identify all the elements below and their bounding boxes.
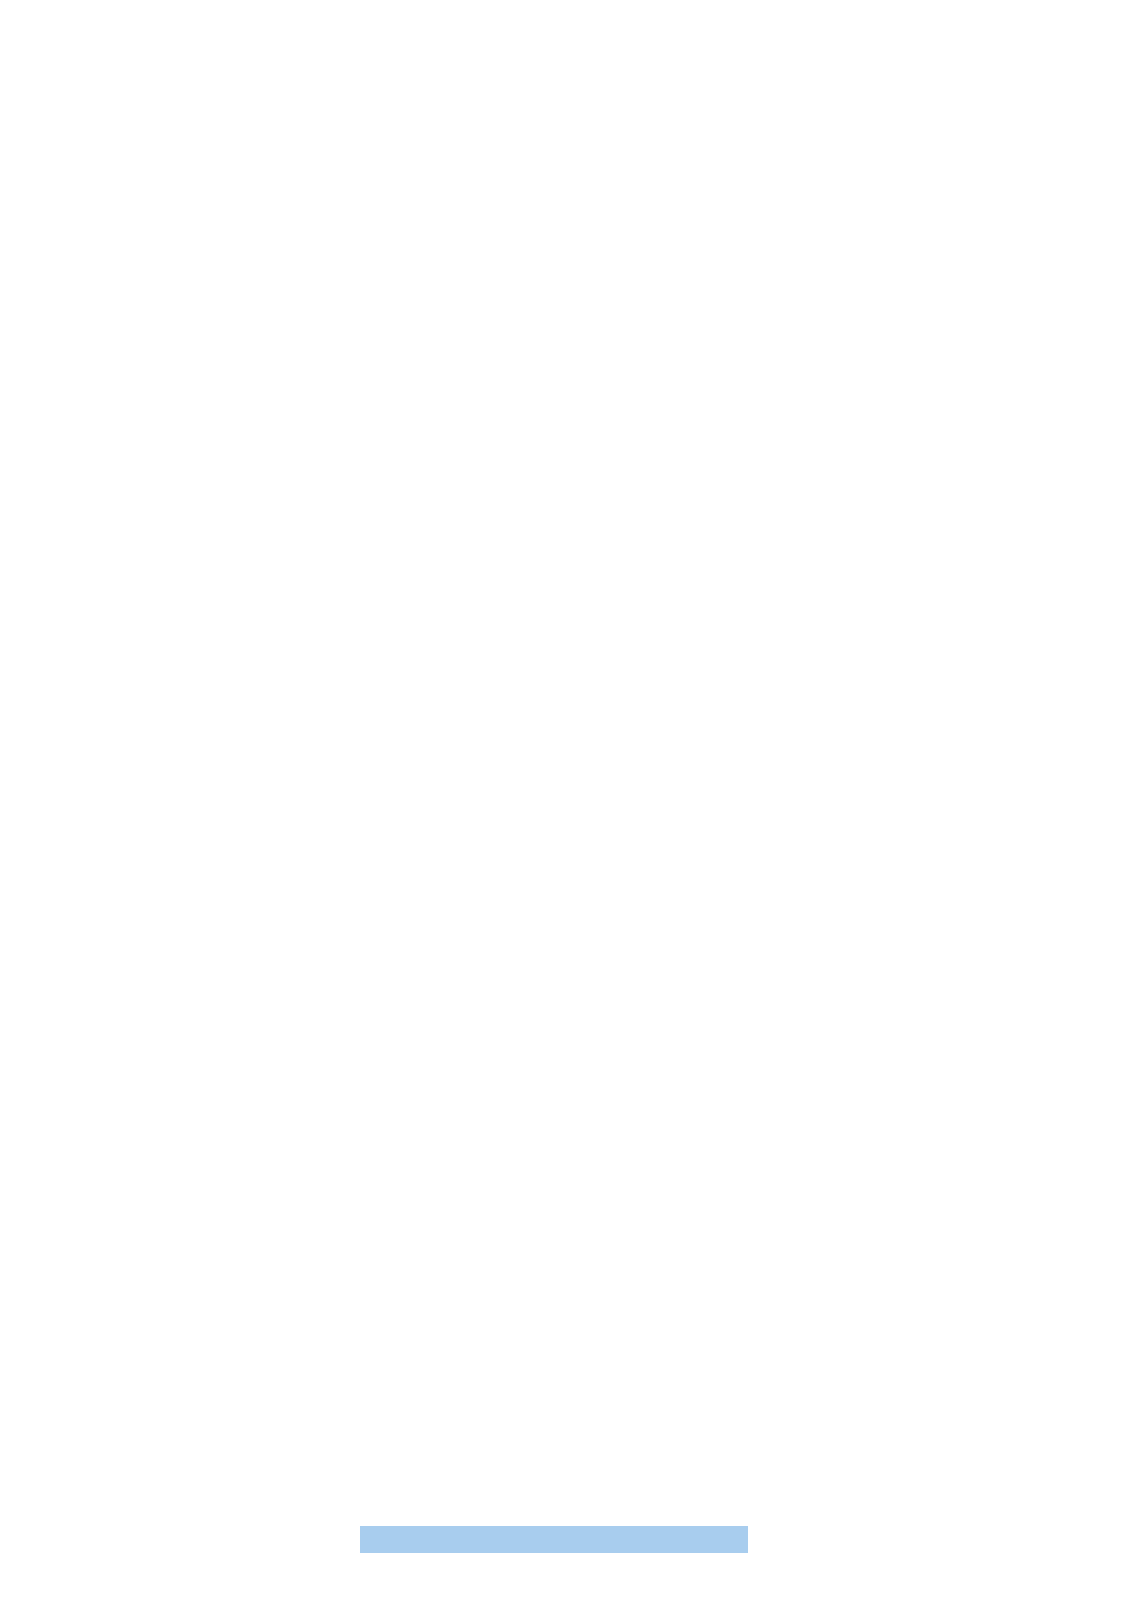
page-body: [163, 86, 963, 98]
watermark-banner: [360, 1526, 748, 1553]
